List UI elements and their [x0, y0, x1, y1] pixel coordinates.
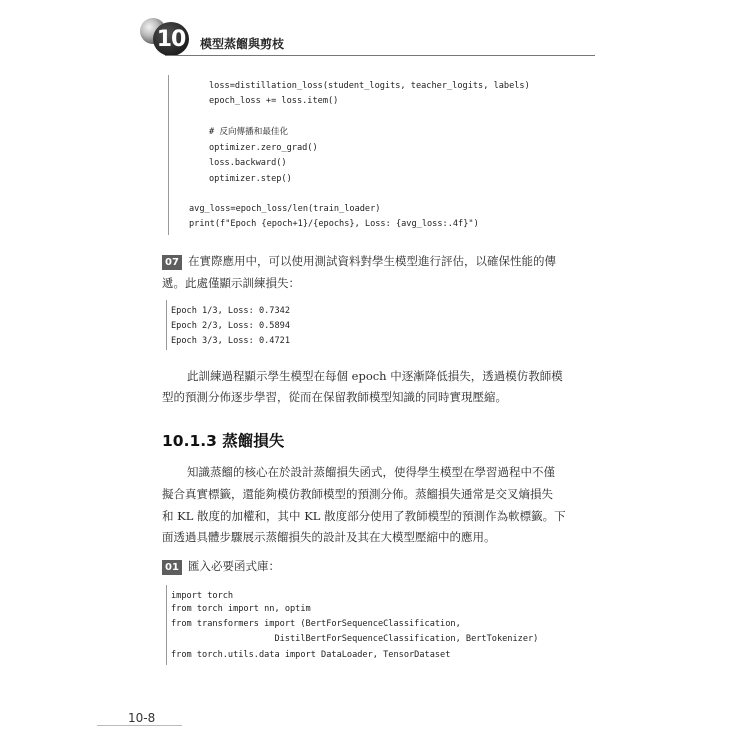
step-07-text-line2: 遞。此處僅顯示訓練損失：	[162, 276, 300, 290]
code-line: # 反向傳播和最佳化	[209, 127, 289, 137]
code-line: from torch import nn, optim	[171, 604, 311, 614]
output-line: Epoch 1/3, Loss: 0.7342	[171, 306, 290, 316]
code-line: print(f"Epoch {epoch+1}/{epochs}, Loss: {avg_loss:.4f}")	[189, 219, 479, 229]
section-title: 10.1.3 蒸餾損失	[162, 432, 285, 450]
code-block-imports	[166, 585, 597, 665]
code-line: optimizer.zero_grad()	[209, 143, 318, 153]
paragraph-2-line3: 和 KL 散度的加權和，其中 KL 散度部分使用了教師模型的預測作為軟標籤。下	[162, 509, 566, 523]
code-line: loss.backward()	[209, 158, 287, 168]
step-01-text: 匯入必要函式庫：	[188, 559, 280, 573]
code-line: DistilBertForSequenceClassification, BertTokenizer)	[171, 634, 539, 644]
code-line: epoch_loss += loss.item()	[209, 96, 339, 106]
chapter-number-badge: 10	[153, 22, 189, 56]
header-rule	[165, 55, 595, 56]
paragraph-2-line1: 知識蒸餾的核心在於設計蒸餾損失函式，使得學生模型在學習過程中不僅	[187, 465, 555, 479]
code-block-training-loop	[168, 75, 599, 235]
code-line: loss=distillation_loss(student_logits, teacher_logits, labels)	[209, 81, 530, 91]
step-07-text-line1: 在實際應用中，可以使用測試資料對學生模型進行評估，以確保性能的傳	[188, 254, 556, 268]
page-number: 10-8	[128, 711, 156, 725]
step-badge-01: 01	[162, 560, 182, 575]
code-line: from torch.utils.data import DataLoader, TensorDataset	[171, 650, 451, 660]
code-line: from transformers import (BertForSequenceClassification,	[171, 619, 461, 629]
paragraph-2-line2: 擬合真實標籤，還能夠模仿教師模型的預測分佈。蒸餾損失通常是交叉熵損失	[162, 487, 553, 501]
paragraph-1-line1: 此訓練過程顯示學生模型在每個 epoch 中逐漸降低損失，透過模仿教師模	[187, 369, 563, 383]
code-line: avg_loss=epoch_loss/len(train_loader)	[189, 204, 381, 214]
code-line: optimizer.step()	[209, 174, 292, 184]
code-line: import torch	[171, 591, 234, 601]
paragraph-2-line4: 面透過具體步驟展示蒸餾損失的設計及其在大模型壓縮中的應用。	[162, 530, 496, 544]
output-line: Epoch 3/3, Loss: 0.4721	[171, 336, 290, 346]
footer-rule	[97, 725, 182, 726]
code-block-output	[166, 300, 597, 350]
paragraph-1-line2: 型的預測分佈逐步學習，從而在保留教師模型知識的同時實現壓縮。	[162, 390, 507, 404]
output-line: Epoch 2/3, Loss: 0.5894	[171, 321, 290, 331]
step-badge-07: 07	[162, 255, 182, 270]
chapter-title: 模型蒸餾與剪枝	[200, 37, 285, 51]
